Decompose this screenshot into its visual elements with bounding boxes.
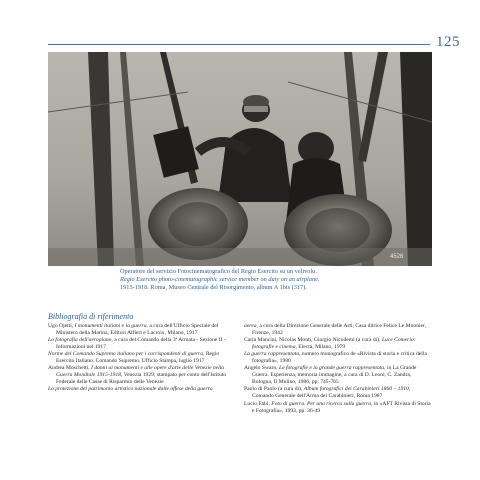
entry-pre: Ugo Ojetti, [48, 323, 75, 329]
entry-italic: Luce Comerio: fotografie e cinema [252, 337, 416, 351]
bibliography-column-left [48, 323, 236, 393]
bibliography-entry [244, 401, 432, 415]
photo-illustration [48, 52, 432, 266]
entry-post: , a cura del Comando della 3ª Armata - Sezione II - Informazioni nel 1917 [56, 337, 226, 351]
bibliography-entry [48, 365, 236, 386]
bibliography-entry [244, 386, 432, 400]
entry-italic: I danni ai monumenti e alle opere d'arte delle Venezie nella Guerra Mondiale 1915-1918 [56, 365, 225, 379]
page-number: 125 [436, 34, 460, 50]
entry-pre: Paolo di Paolo (a cura di), [244, 386, 304, 393]
plate-number: 4526 [390, 254, 404, 260]
bibliography-entry [244, 323, 432, 337]
entry-post: , a cura della Direzione Generale delle Arti, Casa ditrice Felice Le Monnier, Firenze, 1942 [252, 323, 427, 337]
entry-italic: Foto di guerra. Per una ricerca sulla guerra [271, 400, 372, 407]
bibliography-title: Bibliografia di riferimento [48, 312, 134, 321]
entry-italic: I monumenti italiani e la guerra [74, 323, 147, 329]
entry-pre: Angelo Swarn, [244, 365, 279, 372]
entry-italic: La protezione del patrimonio artistico nazionale dalle offese della guerra [48, 386, 213, 393]
entry-post: , in «AFT Rivista di Storia e Fotografia», 1993, pp. 36-49 [252, 400, 431, 414]
aviation-photograph [48, 52, 432, 266]
entry-italic: La guerra rappresentata [244, 351, 300, 358]
bibliography-entry [244, 365, 432, 386]
entry-pre: Andrea Moschetti, [48, 365, 92, 372]
entry-post: , in La Grande Guerra. Esperienza, memoria immagine, a cura di D. Leoni, C. Zandra, Bologna, Il Mulino, 1986, pp. 745-765 [252, 365, 417, 386]
bibliography-entry [244, 351, 432, 365]
entry-post: , Comando Generale dell'Arma dei Carabinieri, Roma 1987 [252, 386, 411, 400]
entry-post: , Regio Esercito Italiano. Comando Supremo. Ufficio Stampa, luglio 1917 [56, 351, 220, 365]
bibliography-entry [48, 386, 236, 393]
bibliography-entry [48, 323, 236, 337]
bibliography-entry [48, 351, 236, 365]
entry-pre: Lucio Fabi, [244, 400, 272, 407]
caption-english: Regio Esercito photo-cinematographic service member on duty on an airplane. [120, 276, 320, 284]
photo-caption [120, 268, 420, 293]
entry-italic: Album fotografici dei Carabinieri 1860 – 1910 [303, 386, 409, 393]
entry-pre: Carla Mancini, Nicolas Monti, Giorgio Nicodemi (a cura di), [244, 337, 382, 344]
entry-post: , a cura dell'Ufficio Speciale del Ministero della Marina, Editori Alfieri e Lacroix, Milano, 1917 [56, 323, 219, 337]
entry-italic: Le fotografie e la grande guerra rappresentata [278, 365, 385, 372]
bibliography-column-right [244, 323, 432, 415]
entry-italic: aerea [244, 323, 257, 329]
entry-post: , numero monografico de «Rivista di storia e critica della fotografia», 1980 [252, 351, 427, 365]
bibliography-entry [244, 337, 432, 351]
entry-post: , Venezia 1929; stampato per conto dell'Istituto Federale delle Casse di Risparmio delle Venezie [56, 372, 227, 386]
caption-italian: Operatore del servizio Fotocinematografico del Regio Esercito su un velivolo. [120, 268, 317, 275]
header-rule [48, 44, 430, 45]
entry-italic: La fotografia dell'aeroplano [48, 337, 112, 344]
entry-italic: Norme del Comando Supremo italiano per i corrispondenti di guerra [48, 351, 204, 358]
caption-source: 1915-1918. Roma, Museo Centrale del Risorgimento, album A 1bis (317). [120, 284, 307, 292]
bibliography-entry [48, 337, 236, 351]
entry-post: , Electa, Milano, 1979 [295, 344, 346, 351]
